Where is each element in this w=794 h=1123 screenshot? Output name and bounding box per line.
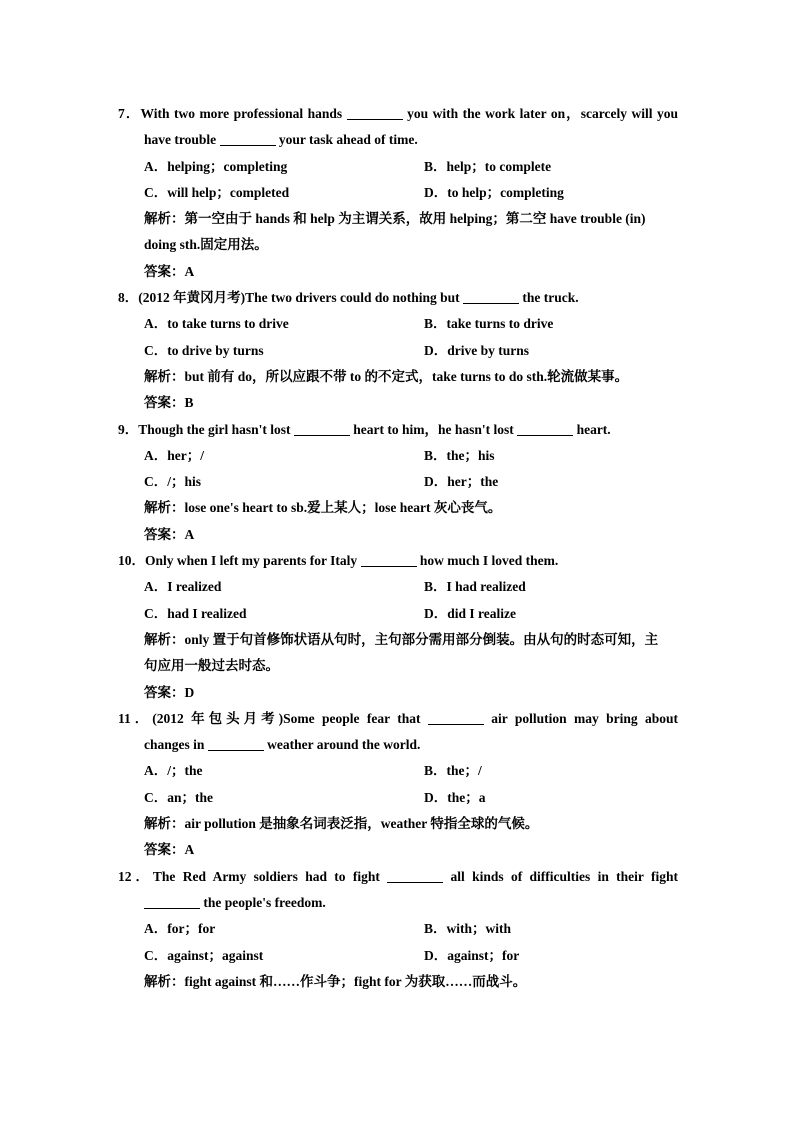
question-11-explanation: 解析：air pollution 是抽象名词表泛指，weather 特指全球的气候。 xyxy=(144,816,539,832)
question-number: 10． xyxy=(118,553,145,569)
question-12-options-row-1 xyxy=(118,916,678,942)
option-d: D．drive by turns xyxy=(424,342,530,358)
option-a: A．for；for xyxy=(144,921,216,937)
question-8-explanation: 解析：but 前有 do，所以应跟不带 to 的不定式，take turns to do sth.轮流做某事。 xyxy=(144,368,629,384)
question-9-answer: 答案：A xyxy=(144,526,195,542)
question-12-stem-line-2: the people's freedom. xyxy=(118,890,678,916)
option-b: B．take turns to drive xyxy=(424,316,554,332)
question-10-explanation-cont: 句应用一般过去时态。 xyxy=(144,658,279,674)
question-12-explanation: 解析：fight against 和……作斗争；fight for 为获取……而战斗。 xyxy=(144,973,527,989)
answer-blank xyxy=(144,894,200,909)
option-c: C．had I realized xyxy=(144,605,247,621)
question-9-options-row-1 xyxy=(118,443,678,469)
option-a: A．I realized xyxy=(144,579,222,595)
option-a: A．to take turns to drive xyxy=(144,316,289,332)
answer-blank xyxy=(347,105,403,120)
question-8-options-row-1 xyxy=(118,311,678,337)
question-12-stem-line-1: 12．The Red Army soldiers had to fight all kinds of difficulties in their fight xyxy=(118,868,678,884)
option-b: B．the；/ xyxy=(424,763,482,779)
option-c: C．/；his xyxy=(144,474,202,490)
option-a: A．helping；completing xyxy=(144,158,288,174)
question-12-options-row-2 xyxy=(118,943,678,969)
question-9-stem-line-1: 9．Though the girl hasn't lost heart to him，he hasn't lost heart. xyxy=(118,421,611,437)
option-d: D．to help；completing xyxy=(424,184,564,200)
option-c: C．to drive by turns xyxy=(144,342,264,358)
question-number: 12． xyxy=(118,868,153,884)
answer-blank xyxy=(208,736,264,751)
question-11-answer: 答案：A xyxy=(144,842,195,858)
question-11-stem-line-2: changes in weather around the world. xyxy=(144,737,421,753)
question-8-answer: 答案：B xyxy=(144,395,194,411)
question-10-answer: 答案：D xyxy=(144,684,195,700)
question-list xyxy=(118,101,678,995)
option-a: A．/；the xyxy=(144,763,203,779)
answer-blank xyxy=(220,131,276,146)
question-7-explanation-cont: doing sth.固定用法。 xyxy=(144,237,268,253)
question-number: 8． xyxy=(118,290,139,306)
question-11-options-row-2 xyxy=(118,785,678,811)
question-7-options-row-2 xyxy=(118,180,678,206)
answer-blank xyxy=(428,710,484,725)
option-b: B．I had realized xyxy=(424,579,526,595)
question-7-stem-line-1: 7．With two more professional hands you with the work later on，scarcely will you xyxy=(118,106,678,121)
option-d: D．the；a xyxy=(424,789,486,805)
question-7-explanation: 解析：第一空由于 hands 和 help 为主谓关系，故用 helping；第二空 have trouble (in) xyxy=(144,211,646,227)
option-a: A．her；/ xyxy=(144,447,204,463)
option-c: C．against；against xyxy=(144,947,264,963)
question-number: 11． xyxy=(118,710,153,726)
answer-blank xyxy=(387,868,443,883)
option-d: D．against；for xyxy=(424,947,520,963)
option-d: D．her；the xyxy=(424,474,499,490)
question-9-options-row-2 xyxy=(118,469,678,495)
question-10-stem-line-1: 10．Only when I left my parents for Italy how much I loved them. xyxy=(118,553,559,569)
question-10-options-row-1 xyxy=(118,574,678,600)
question-10-options-row-2 xyxy=(118,601,678,627)
question-8-stem-line-1: 8．(2012 年黄冈月考)The two drivers could do nothing but the truck. xyxy=(118,290,579,306)
question-number: 9． xyxy=(118,421,139,437)
option-b: B．the；his xyxy=(424,447,495,463)
question-7-options-row-1 xyxy=(118,154,678,180)
question-number: 7． xyxy=(118,106,141,121)
question-9-explanation: 解析：lose one's heart to sb.爱上某人；lose heart 灰心丧气。 xyxy=(144,500,502,516)
answer-blank xyxy=(294,421,350,436)
question-10-explanation: 解析：only 置于句首修饰状语从句时，主句部分需用部分倒装。由从句的时态可知，主 xyxy=(144,631,659,647)
answer-blank xyxy=(361,552,417,567)
option-c: C．will help；completed xyxy=(144,184,290,200)
option-b: B．help；to complete xyxy=(424,158,552,174)
option-c: C．an；the xyxy=(144,789,214,805)
answer-blank xyxy=(463,289,519,304)
question-8-options-row-2 xyxy=(118,338,678,364)
question-11-stem-line-1: 11．(2012 年包头月考)Some people fear that air pollution may bring about xyxy=(118,710,678,726)
question-7-stem-line-2: have trouble your task ahead of time. xyxy=(144,132,418,148)
answer-blank xyxy=(517,421,573,436)
option-b: B．with；with xyxy=(424,921,512,937)
option-d: D．did I realize xyxy=(424,605,516,621)
question-11-options-row-1 xyxy=(118,758,678,784)
question-7-answer: 答案：A xyxy=(144,263,195,279)
